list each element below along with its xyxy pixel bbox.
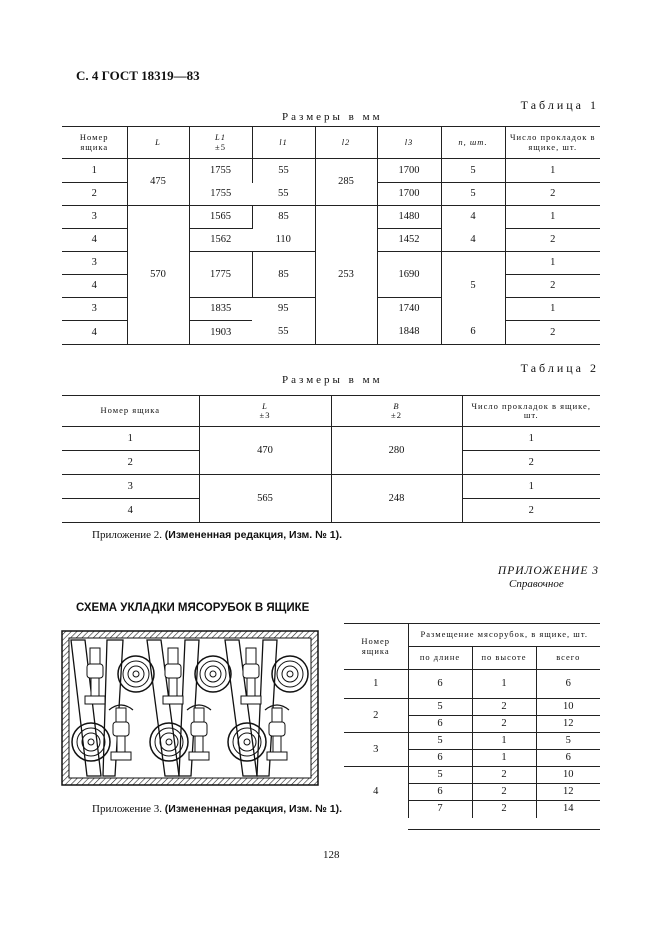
table3-bottom-rule	[408, 829, 600, 830]
t3-cell: 2	[472, 784, 536, 801]
table3	[344, 623, 600, 818]
t3-cell: 6	[408, 750, 472, 767]
t3-cell: 3	[373, 743, 379, 755]
t1-h-l1: l1	[252, 127, 315, 159]
t2-cell: 2	[462, 499, 600, 523]
t1-cell: 1562	[189, 229, 252, 252]
t2-cell: 280	[331, 427, 462, 475]
t1-cell: 1	[505, 298, 600, 321]
t1-cell: 85	[252, 206, 315, 229]
appendix3-subtitle: Справочное	[509, 578, 564, 590]
t1-cell: 1	[505, 252, 600, 275]
t3-h-total: всего	[536, 647, 600, 670]
t3-cell: 1	[373, 678, 379, 690]
t3-cell: 2	[472, 699, 536, 716]
t2-cell: 1	[127, 432, 133, 444]
t1-cell: 1755	[189, 159, 252, 183]
t3-cell: 6	[536, 670, 600, 699]
t2-cell: 4	[62, 499, 199, 523]
t2-cell: 2	[62, 451, 199, 475]
t3-cell: 7	[408, 801, 472, 818]
t1-cell: 1565	[189, 206, 252, 229]
t3-cell: 2	[373, 709, 379, 721]
t3-cell: 2	[472, 801, 536, 818]
table1-caption: Таблица 1	[520, 98, 599, 112]
t1-cell: 2	[505, 321, 600, 345]
t3-cell: 5	[408, 699, 472, 716]
t1-cell: 1848	[377, 321, 441, 345]
t1-cell: 1775	[189, 252, 252, 298]
t1-h-pads: Число прокладок в ящике, шт.	[505, 127, 600, 159]
t3-h-height: по высоте	[472, 647, 536, 670]
t1-h-L: L	[127, 127, 189, 159]
t3-cell: 2	[472, 716, 536, 733]
table-row	[62, 159, 600, 183]
t2-cell: 1	[462, 427, 600, 451]
t3-cell: 4	[373, 786, 379, 798]
t1-cell: 95	[252, 298, 315, 321]
t3-cell: 12	[536, 716, 600, 733]
table-row	[62, 475, 600, 499]
t2-cell: 1	[462, 475, 600, 499]
t3-cell: 6	[408, 784, 472, 801]
t1-cell: 1	[505, 159, 600, 183]
t1-cell: 5	[441, 183, 505, 206]
t3-cell: 5	[536, 733, 600, 750]
t2-cell: 565	[199, 475, 331, 523]
t1-cell: 2	[505, 275, 600, 298]
t1-cell: 1	[505, 206, 600, 229]
t1-cell: 3	[62, 252, 127, 275]
t1-cell: 2	[62, 183, 127, 206]
t1-cell: 4	[62, 275, 127, 298]
t3-h-box: Номер ящика	[361, 636, 391, 656]
t3-h-placement: Размещение мясорубок, в ящике, шт.	[408, 624, 600, 647]
t2-h-box: Номер ящика	[100, 405, 161, 416]
t1-cell: 3	[91, 211, 97, 223]
t1-cell: 4	[441, 206, 505, 229]
t2-h-L: L ±3	[199, 396, 331, 427]
t1-cell: 1690	[377, 252, 441, 298]
t1-cell: 5	[441, 159, 505, 183]
t1-cell: 4	[441, 229, 505, 252]
table2-caption: Таблица 2	[520, 361, 599, 375]
t1-cell: 5	[441, 252, 505, 321]
t2-h-B: B ±2	[331, 396, 462, 427]
t3-cell: 10	[536, 699, 600, 716]
t3-cell: 1	[472, 750, 536, 767]
table2	[62, 395, 600, 523]
table-row	[344, 767, 600, 784]
t1-h-l2: l2	[315, 127, 377, 159]
t3-cell: 10	[536, 767, 600, 784]
t1-cell: 1700	[377, 183, 441, 206]
appendix3-title: ПРИЛОЖЕНИЕ 3	[497, 565, 599, 577]
t3-cell: 6	[408, 670, 472, 699]
t1-cell: 1903	[189, 321, 252, 345]
table-row	[344, 699, 600, 716]
t3-cell: 6	[536, 750, 600, 767]
t1-cell: 4	[62, 321, 127, 345]
note-appendix-2: Приложение 2. (Измененная редакция, Изм. № 1).	[92, 529, 343, 541]
t3-cell: 5	[408, 733, 472, 750]
table-row	[62, 427, 600, 451]
meat-grinder-packing-diagram	[61, 630, 319, 786]
t1-h-L1: L1 ±5	[189, 127, 252, 159]
t1-cell: 475	[127, 159, 189, 206]
t1-cell: 3	[62, 298, 127, 321]
t3-cell: 14	[536, 801, 600, 818]
table-row	[344, 670, 600, 699]
t1-cell: 110	[275, 233, 291, 245]
page-number: 128	[323, 849, 340, 861]
table2-sizes: Размеры в мм	[282, 374, 383, 386]
t2-h-pads: Число прокладок в ящике, шт.	[462, 396, 600, 427]
t1-cell: 6	[441, 321, 505, 345]
t3-cell: 2	[472, 767, 536, 784]
t1-cell: 570	[127, 206, 189, 345]
t2-cell: 248	[331, 475, 462, 523]
t1-cell: 1755	[189, 183, 252, 206]
table-row	[62, 206, 600, 229]
t1-cell: 2	[505, 229, 600, 252]
note-appendix-3: Приложение 3. (Измененная редакция, Изм. № 1).	[92, 803, 343, 815]
t3-cell: 12	[536, 784, 600, 801]
table1-sizes: Размеры в мм	[282, 111, 383, 123]
t3-cell: 5	[408, 767, 472, 784]
t1-cell: 1480	[377, 206, 441, 229]
table1	[62, 126, 600, 345]
schema-title: СХЕМА УКЛАДКИ МЯСОРУБОК В ЯЩИКЕ	[76, 602, 310, 614]
t1-cell: 55	[278, 187, 289, 199]
t1-cell: 1	[91, 164, 97, 176]
table-row	[344, 733, 600, 750]
t1-cell: 2	[505, 183, 600, 206]
t1-cell: 1835	[189, 298, 252, 321]
t3-h-length: по длине	[408, 647, 472, 670]
page-header: С. 4 ГОСТ 18319—83	[76, 68, 200, 83]
t1-cell: 55	[278, 326, 289, 338]
t2-cell: 3	[127, 480, 133, 492]
t1-cell: 1452	[377, 229, 441, 252]
t1-cell: 253	[315, 206, 377, 345]
t1-h-box: Номер ящика	[79, 132, 109, 152]
t1-cell: 1740	[377, 298, 441, 321]
t1-cell: 285	[315, 159, 377, 206]
t1-h-l3: l3	[377, 127, 441, 159]
t2-cell: 2	[462, 451, 600, 475]
t1-h-n: n, шт.	[441, 127, 505, 159]
t2-cell: 470	[199, 427, 331, 475]
t1-cell: 4	[62, 229, 127, 252]
t1-cell: 55	[252, 159, 315, 183]
t3-cell: 1	[472, 733, 536, 750]
t1-cell: 1700	[377, 159, 441, 183]
t3-cell: 6	[408, 716, 472, 733]
t1-cell: 85	[252, 252, 315, 298]
t3-cell: 1	[472, 670, 536, 699]
